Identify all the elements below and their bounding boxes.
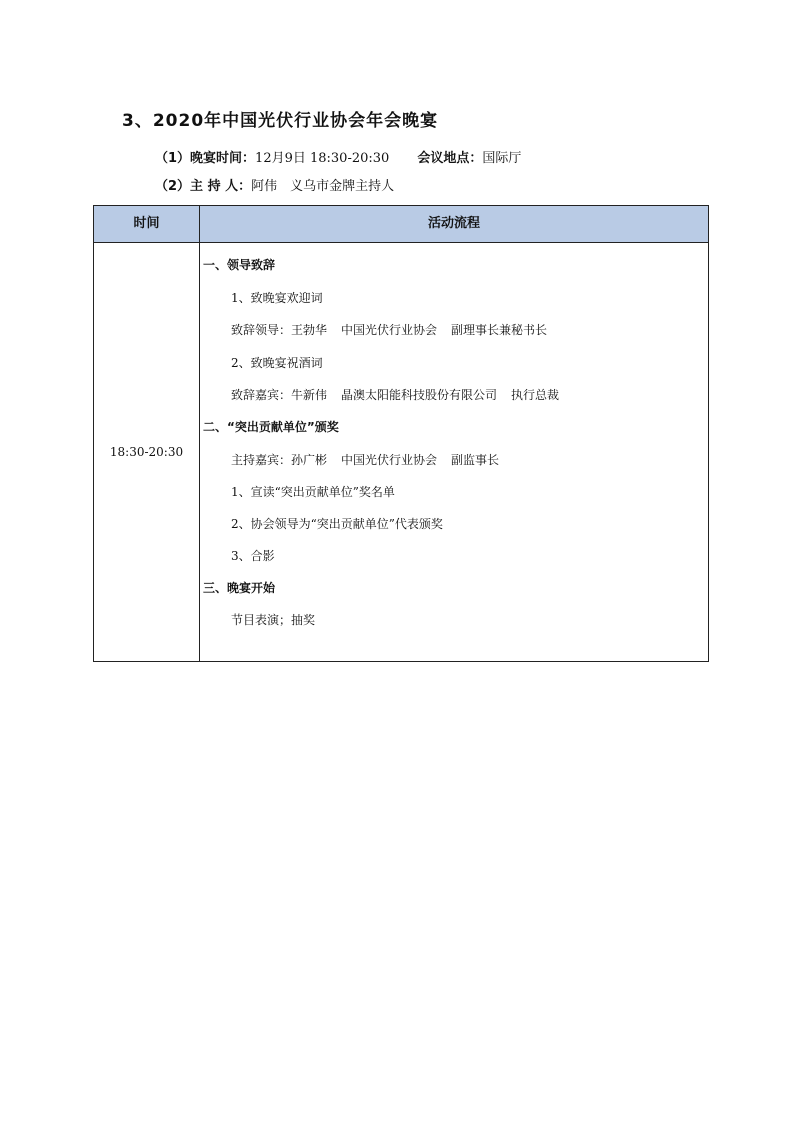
banquet-time-line: [155, 147, 521, 166]
venue-value: 国际厅: [482, 151, 522, 166]
flow-item: 2、协会领导为“突出贡献单位”代表颁奖: [231, 517, 443, 531]
schedule-table: [93, 205, 709, 662]
host-value: 阿伟 义乌市金牌主持人: [251, 179, 395, 194]
section-title: 3、2020年中国光伏行业协会年会晚宴: [122, 111, 439, 131]
flow-item: 1、致晚宴欢迎词: [231, 291, 323, 305]
banquet-time-label: （1）晚宴时间：: [155, 151, 256, 166]
column-divider: [199, 206, 200, 661]
section-heading: 三、晚宴开始: [203, 581, 276, 595]
header-time: 时间: [133, 216, 160, 231]
flow-item: 1、宣读“突出贡献单位”奖名单: [231, 485, 395, 499]
section-heading: 二、“突出贡献单位”颁奖: [203, 420, 339, 434]
banquet-time-value: 12月9日 18:30-20:30: [255, 151, 390, 166]
flow-item: 2、致晚宴祝酒词: [231, 356, 323, 370]
header-flow: 活动流程: [427, 216, 480, 231]
time-cell: 18:30-20:30: [109, 445, 184, 459]
host-label: （2）主 持 人：: [155, 179, 252, 194]
table-header-row: [94, 206, 708, 243]
flow-item: 致辞领导：王勃华 中国光伏行业协会 副理事长兼秘书长: [231, 323, 548, 337]
flow-item: 节目表演；抽奖: [231, 613, 316, 627]
flow-item: 致辞嘉宾：牛新伟 晶澳太阳能科技股份有限公司 执行总裁: [231, 388, 560, 402]
venue-label: 会议地点：: [417, 151, 483, 166]
flow-item: 主持嘉宾：孙广彬 中国光伏行业协会 副监事长: [231, 453, 500, 467]
host-line: [155, 175, 394, 194]
flow-item: 3、合影: [231, 549, 275, 563]
section-heading: 一、领导致辞: [203, 258, 276, 272]
